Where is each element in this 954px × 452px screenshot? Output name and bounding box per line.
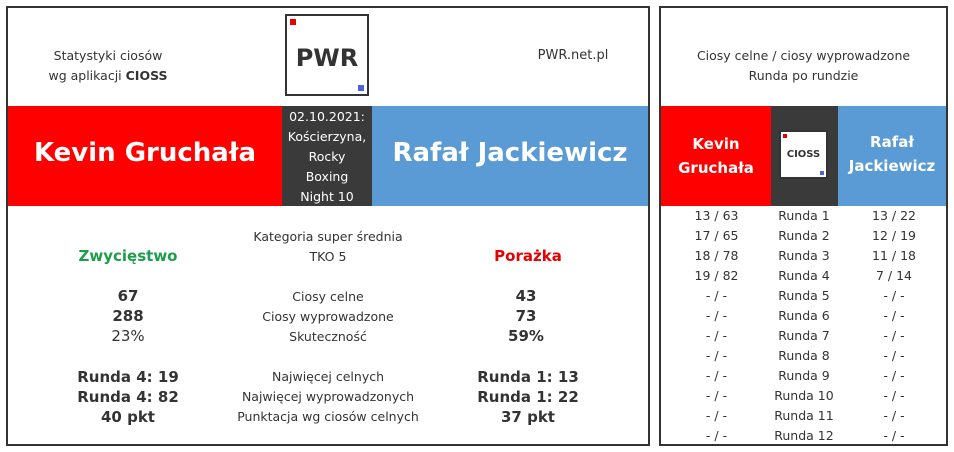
result-red: Zwycięstwo bbox=[78, 247, 178, 265]
round-panel-title-line2: Runda po rundzie bbox=[748, 68, 859, 83]
event-line: Night 10 bbox=[300, 189, 354, 204]
round-blue-value: - / - bbox=[883, 408, 905, 423]
round-blue-value: 11 / 18 bbox=[872, 248, 916, 263]
event-line: Boxing bbox=[305, 169, 349, 184]
stat-red-value: 23% bbox=[111, 327, 145, 345]
round-blue-value: - / - bbox=[883, 368, 905, 383]
stat-blue-value: 73 bbox=[515, 307, 537, 325]
best-red-value: Runda 4: 19 bbox=[77, 368, 179, 386]
app-name: CIOSS bbox=[125, 68, 168, 83]
fighter-blue-name-line2: Jackiewicz bbox=[848, 157, 936, 175]
round-row bbox=[661, 427, 946, 446]
best-red-value: 40 pkt bbox=[101, 408, 155, 426]
blue-corner-banner bbox=[372, 106, 648, 206]
round-row bbox=[661, 407, 946, 427]
round-row bbox=[661, 367, 946, 387]
weight-category: Kategoria super średnia bbox=[253, 229, 403, 244]
stat-blue-value: 59% bbox=[508, 327, 544, 345]
logo-red-square-icon bbox=[290, 19, 296, 25]
round-panel-title-line1: Ciosy celne / ciosy wyprowadzone bbox=[696, 48, 911, 63]
fighter-blue-name: Rafał Jackiewicz bbox=[392, 138, 628, 168]
round-row bbox=[661, 287, 946, 307]
stat-label: Ciosy celne bbox=[292, 289, 364, 304]
round-label: Runda 9 bbox=[778, 368, 830, 383]
best-label: Najwięcej wyprowadzonych bbox=[241, 389, 415, 404]
stat-label: Ciosy wyprowadzone bbox=[262, 309, 394, 324]
round-label: Runda 1 bbox=[778, 208, 830, 223]
round-red-value: - / - bbox=[705, 308, 728, 323]
round-label: Runda 8 bbox=[778, 348, 830, 363]
round-blue-value: 13 / 22 bbox=[872, 208, 916, 223]
red-corner-banner bbox=[8, 106, 282, 206]
round-label: Runda 7 bbox=[778, 328, 830, 343]
round-row bbox=[661, 387, 946, 407]
round-label: Runda 3 bbox=[778, 248, 830, 263]
best-blue-value: 37 pkt bbox=[501, 408, 555, 426]
stat-label: Skuteczność bbox=[289, 329, 367, 344]
logo-text: PWR bbox=[295, 44, 359, 72]
fight-method: TKO 5 bbox=[309, 249, 347, 264]
round-red-value: 18 / 78 bbox=[694, 248, 739, 263]
event-line: Kościerzyna, bbox=[287, 129, 367, 144]
logo-blue-square-icon bbox=[358, 85, 364, 91]
round-row bbox=[661, 207, 946, 227]
round-by-round-panel bbox=[659, 6, 948, 446]
event-line: Rocky bbox=[308, 149, 346, 164]
logo-red-square-icon bbox=[783, 134, 787, 138]
app-caption-line1: Statystyki ciosów bbox=[53, 48, 163, 63]
round-red-value: 17 / 65 bbox=[694, 228, 739, 243]
round-red-value: - / - bbox=[705, 368, 728, 383]
result-blue: Porażka bbox=[494, 247, 562, 265]
cioss-logo bbox=[779, 130, 828, 179]
round-red-value: - / - bbox=[705, 348, 728, 363]
round-label: Runda 12 bbox=[774, 428, 834, 443]
stat-red-value: 67 bbox=[117, 287, 139, 305]
pwr-logo bbox=[285, 14, 369, 96]
round-blue-value: - / - bbox=[883, 308, 905, 323]
round-blue-value: - / - bbox=[883, 388, 905, 403]
best-label: Punktacja wg ciosów celnych bbox=[237, 409, 419, 424]
round-red-value: - / - bbox=[705, 288, 728, 303]
round-row bbox=[661, 347, 946, 367]
round-label: Runda 4 bbox=[778, 268, 830, 283]
best-label: Najwięcej celnych bbox=[271, 369, 385, 384]
fighter-blue-name-line1: Rafał bbox=[870, 133, 914, 151]
round-blue-value: 12 / 19 bbox=[872, 228, 916, 243]
red-corner-header bbox=[661, 106, 771, 206]
round-red-value: - / - bbox=[705, 388, 728, 403]
event-line: 02.10.2021: bbox=[289, 109, 365, 124]
round-red-value: 13 / 63 bbox=[694, 208, 739, 223]
round-red-value: - / - bbox=[705, 328, 728, 343]
round-row bbox=[661, 327, 946, 347]
round-red-value: - / - bbox=[705, 408, 728, 423]
stat-red-value: 288 bbox=[112, 307, 144, 325]
cioss-logo-header bbox=[771, 106, 838, 206]
best-red-value: Runda 4: 82 bbox=[77, 388, 179, 406]
round-red-value: - / - bbox=[705, 428, 728, 443]
fighter-red-name-line2: Gruchała bbox=[678, 159, 754, 177]
round-blue-value: - / - bbox=[883, 428, 905, 443]
event-info-banner bbox=[282, 106, 372, 206]
app-caption-line2 bbox=[8, 66, 208, 86]
best-blue-value: Runda 1: 13 bbox=[477, 368, 579, 386]
round-row bbox=[661, 227, 946, 247]
round-blue-value: - / - bbox=[883, 328, 905, 343]
blue-corner-header bbox=[838, 106, 946, 206]
round-row bbox=[661, 267, 946, 287]
app-caption bbox=[8, 46, 208, 86]
fighter-red-name-line1: Kevin bbox=[692, 135, 740, 153]
round-label: Runda 5 bbox=[778, 288, 830, 303]
fighter-red-name: Kevin Gruchała bbox=[33, 138, 257, 168]
cioss-logo-text: CIOSS bbox=[786, 149, 821, 160]
app-caption-prefix: wg aplikacji bbox=[48, 68, 126, 83]
round-row bbox=[661, 307, 946, 327]
fight-summary-panel bbox=[6, 6, 650, 446]
round-label: Runda 10 bbox=[774, 388, 834, 403]
website-label: PWR.net.pl bbox=[537, 48, 609, 63]
round-red-value: 19 / 82 bbox=[694, 268, 739, 283]
round-label: Runda 2 bbox=[778, 228, 830, 243]
stat-blue-value: 43 bbox=[515, 287, 537, 305]
round-blue-value: - / - bbox=[883, 288, 905, 303]
round-blue-value: 7 / 14 bbox=[875, 268, 913, 283]
round-blue-value: - / - bbox=[883, 348, 905, 363]
round-panel-title bbox=[661, 46, 946, 86]
best-blue-value: Runda 1: 22 bbox=[477, 388, 579, 406]
round-label: Runda 6 bbox=[778, 308, 830, 323]
logo-blue-square-icon bbox=[820, 171, 824, 175]
round-label: Runda 11 bbox=[774, 408, 834, 423]
round-row bbox=[661, 247, 946, 267]
